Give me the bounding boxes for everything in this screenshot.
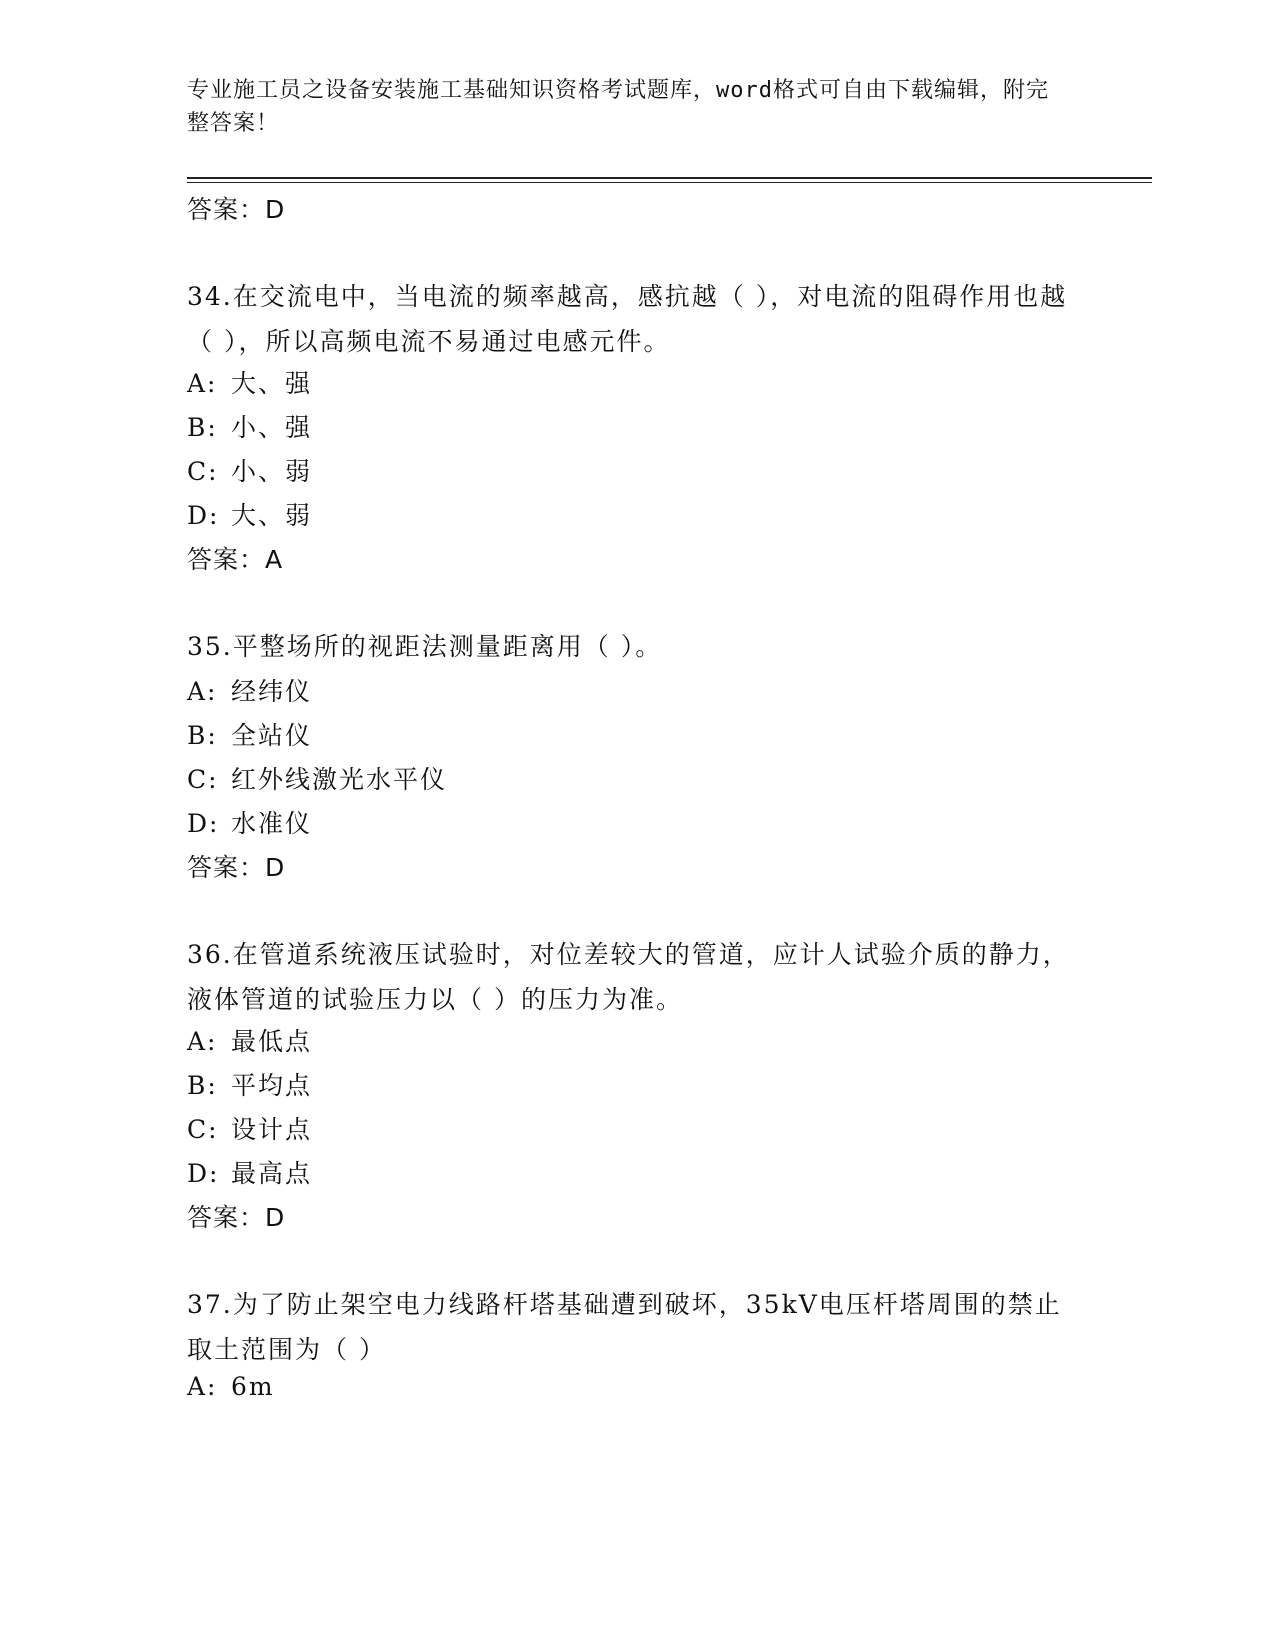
option-key: C: — [187, 1115, 219, 1144]
question-36-option-a — [187, 1022, 312, 1058]
question-34-option-c — [187, 452, 312, 488]
option-key: A: — [187, 1372, 218, 1401]
option-key: A: — [187, 677, 218, 706]
question-35-stem: 35.平整场所的视距法测量距离用（ ）。 — [187, 632, 663, 661]
option-text: 设计点 — [231, 1115, 313, 1144]
option-text: 6m — [231, 1372, 275, 1401]
header-rule-thick — [187, 177, 1152, 179]
option-key: D: — [187, 809, 220, 838]
option-text: 平均点 — [231, 1071, 313, 1100]
option-text: 最高点 — [231, 1159, 313, 1188]
option-text: 小、强 — [231, 413, 313, 442]
option-text: 小、弱 — [231, 457, 313, 486]
question-36-option-c — [187, 1110, 312, 1146]
option-text: 大、强 — [231, 369, 313, 398]
option-key: B: — [187, 1071, 218, 1100]
question-34-stem: 34.在交流电中，当电流的频率越高，感抗越（ ），对电流的阻碍作用也越（ ），所以高频电流不易通过电感元件。 — [187, 282, 1068, 356]
question-37-option-a — [187, 1372, 275, 1401]
page-header: 专业施工员之设备安装施工基础知识资格考试题库，word格式可自由下载编辑，附完整答案！ — [187, 78, 1049, 136]
question-37-stem: 37.为了防止架空电力线路杆塔基础遭到破坏，35kV电压杆塔周围的禁止取土范围为（ ） — [187, 1290, 1062, 1364]
option-text: 全站仪 — [231, 721, 313, 750]
option-key: D: — [187, 501, 220, 530]
option-text: 最低点 — [231, 1027, 313, 1056]
option-key: A: — [187, 1027, 218, 1056]
option-key: C: — [187, 765, 219, 794]
option-key: B: — [187, 413, 218, 442]
answer-q36: 答案：D — [187, 1203, 286, 1232]
option-key: B: — [187, 721, 218, 750]
answer-q33: 答案：D — [187, 195, 286, 224]
header-rule-thin — [187, 182, 1152, 183]
question-36-option-d — [187, 1154, 312, 1190]
option-text: 水准仪 — [231, 809, 313, 838]
option-text: 大、弱 — [231, 501, 313, 530]
option-text: 经纬仪 — [231, 677, 313, 706]
question-35-option-b — [187, 716, 312, 752]
question-36-option-b — [187, 1066, 312, 1102]
question-34-option-d — [187, 496, 312, 532]
option-text: 红外线激光水平仪 — [231, 765, 448, 794]
answer-q35: 答案：D — [187, 853, 286, 882]
question-34-option-b — [187, 408, 312, 444]
option-key: A: — [187, 369, 218, 398]
question-35-option-a — [187, 672, 312, 708]
answer-q34: 答案：A — [187, 545, 284, 574]
question-35-option-d — [187, 804, 312, 840]
question-36-stem: 36.在管道系统液压试验时，对位差较大的管道，应计人试验介质的静力，液体管道的试验压力以（ ）的压力为准。 — [187, 940, 1070, 1014]
question-35-option-c — [187, 760, 447, 796]
question-34-option-a — [187, 364, 312, 400]
option-key: C: — [187, 457, 219, 486]
option-key: D: — [187, 1159, 220, 1188]
